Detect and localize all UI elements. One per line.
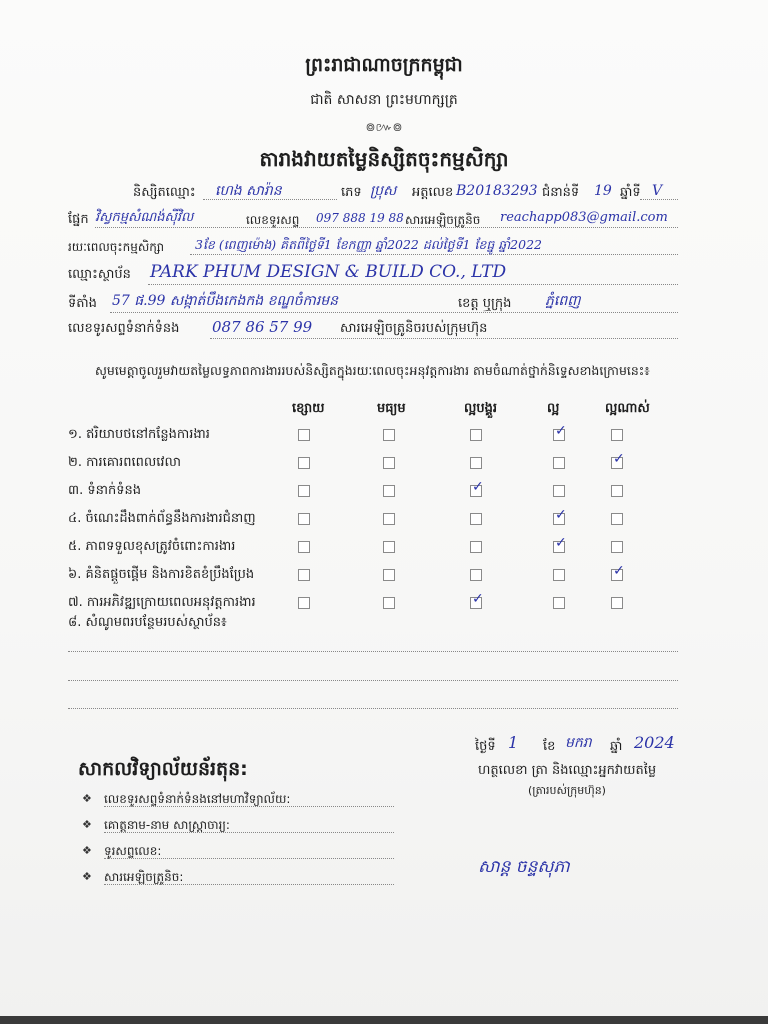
criterion-label: ៦. គំនិតផ្តួចផ្តើម និងការខិតខំប្រឹងប្រែង bbox=[68, 567, 255, 582]
rating-checkbox[interactable] bbox=[553, 485, 565, 497]
rating-checkbox[interactable] bbox=[383, 485, 395, 497]
rating-checkbox[interactable] bbox=[553, 457, 565, 469]
rating-checkbox[interactable] bbox=[470, 541, 482, 553]
city-label: ខេត្ត ឬក្រុង bbox=[458, 296, 512, 311]
rating-checkbox[interactable] bbox=[470, 591, 484, 609]
company-email-label: សារអេឡិចត្រូនិចរបស់ក្រុមហ៊ុន bbox=[340, 321, 488, 336]
rating-column-header: ល្អណាស់ bbox=[605, 401, 650, 416]
check-mark-icon: ✓ bbox=[613, 451, 625, 467]
year-value: V bbox=[652, 183, 663, 199]
rating-checkbox[interactable] bbox=[553, 507, 567, 525]
date-year-value: 2024 bbox=[634, 733, 675, 752]
student-email-label: សារអេឡិចត្រូនិច bbox=[405, 213, 481, 227]
company-name-value: PARK PHUM DESIGN & BUILD CO., LTD bbox=[150, 262, 507, 282]
major-label: ផ្នែក bbox=[68, 212, 89, 227]
university-field-label: លេខទូរសព្ទទំនាក់ទំនងនៅមហាវិទ្យាល័យ: bbox=[104, 792, 291, 806]
student-phone-value: 097 888 19 88 bbox=[316, 211, 404, 225]
criterion-label: ៤. ចំណេះដឹងពាក់ព័ន្ធនឹងការងារជំនាញ bbox=[68, 511, 256, 526]
fill-line bbox=[104, 858, 394, 859]
student-email-value: reachapp083@gmail.com bbox=[500, 210, 668, 225]
university-field-label: សារអេឡិចត្រូនិច: bbox=[104, 870, 184, 884]
check-mark-icon: ✓ bbox=[472, 591, 484, 607]
instruction-text: សូមមេត្តាចូលរួមវាយតម្លៃលទ្ធភាពការងាររបស់និស្សិតក្នុងរយៈពេលចុះអនុវត្តការងារ តាមចំណាត់ថ្នាក់និទ្ទេសខាងក្រោមនេះ៖ bbox=[95, 363, 650, 378]
university-field-label: គោត្តនាម-នាម សាស្ត្រាចារ្យ: bbox=[104, 818, 230, 832]
rating-column-header: មធ្យម bbox=[377, 401, 406, 416]
check-mark-icon: ✓ bbox=[555, 507, 567, 523]
signer-name: សាន្ត ចន្ទសុភា bbox=[478, 857, 570, 877]
address-label: ទីតាំង bbox=[68, 296, 97, 311]
bullet-icon: ❖ bbox=[82, 844, 92, 857]
rating-checkbox[interactable] bbox=[383, 541, 395, 553]
rating-checkbox[interactable] bbox=[383, 457, 395, 469]
rating-checkbox[interactable] bbox=[611, 597, 623, 609]
fill-line bbox=[104, 832, 394, 833]
rating-checkbox[interactable] bbox=[611, 485, 623, 497]
comment-label: ៨. សំណូមពរបន្ថែមរបស់ស្ថាប័ន៖ bbox=[68, 615, 227, 630]
rating-checkbox[interactable] bbox=[298, 513, 310, 525]
rating-checkbox[interactable] bbox=[383, 429, 395, 441]
rating-checkbox[interactable] bbox=[298, 485, 310, 497]
date-month-label: ខែ bbox=[543, 739, 556, 754]
rating-checkbox[interactable] bbox=[470, 429, 482, 441]
rating-checkbox[interactable] bbox=[553, 423, 567, 441]
kingdom-heading: ព្រះរាជាណាចក្រកម្ពុជា bbox=[305, 54, 463, 76]
rating-checkbox[interactable] bbox=[298, 541, 310, 553]
rating-checkbox[interactable] bbox=[298, 457, 310, 469]
criterion-label: ១. ឥរិយាបថនៅកន្លែងការងារ bbox=[68, 427, 210, 442]
gender-value: ប្រុស bbox=[370, 183, 397, 199]
rating-column-header: ល្អបង្គួរ bbox=[464, 401, 498, 416]
criterion-label: ៣. ទំនាក់ទំនង bbox=[68, 483, 142, 498]
scan-edge bbox=[0, 1016, 768, 1024]
date-day-label: ថ្ងៃទី bbox=[475, 739, 496, 754]
rating-column-header: ល្អ bbox=[547, 401, 560, 416]
criterion-label: ៧. ការអភិវឌ្ឍក្រោយពេលអនុវត្តការងារ bbox=[68, 595, 256, 610]
rating-checkbox[interactable] bbox=[298, 597, 310, 609]
motto: ជាតិ សាសនា ព្រះមហាក្សត្រ bbox=[310, 92, 458, 108]
date-day-value: 1 bbox=[508, 733, 519, 752]
fill-line bbox=[104, 806, 394, 807]
generation-label: ជំនាន់ទី bbox=[542, 185, 580, 200]
gender-label: ភេទ bbox=[341, 185, 362, 200]
check-mark-icon: ✓ bbox=[613, 563, 625, 579]
student-id-label: អត្តលេខ bbox=[412, 185, 454, 200]
period-label: រយៈពេលចុះកម្មសិក្សា bbox=[68, 240, 165, 254]
check-mark-icon: ✓ bbox=[555, 535, 567, 551]
address-value: 57 ផ.99 សង្កាត់បឹងកេងកង ខណ្ឌចំការមន bbox=[112, 293, 339, 309]
date-year-label: ឆ្នាំ bbox=[610, 739, 623, 754]
check-mark-icon: ✓ bbox=[472, 479, 484, 495]
city-value: ភ្នំពេញ bbox=[545, 293, 581, 309]
rating-checkbox[interactable] bbox=[611, 429, 623, 441]
rating-checkbox[interactable] bbox=[470, 479, 484, 497]
ornament: ៙៚៙ bbox=[365, 120, 403, 134]
year-label: ឆ្នាំទី bbox=[620, 185, 641, 200]
rating-checkbox[interactable] bbox=[383, 513, 395, 525]
university-field-label: ទូរសព្ទលេខ: bbox=[104, 844, 162, 858]
company-name-label: ឈ្មោះស្ថាប័ន bbox=[68, 267, 131, 282]
bullet-icon: ❖ bbox=[82, 870, 92, 883]
signature-caption: ហត្ថលេខា ត្រា និងឈ្មោះអ្នកវាយតម្លៃ bbox=[478, 763, 657, 778]
rating-checkbox[interactable] bbox=[611, 451, 625, 469]
form-title: តារាងវាយតម្លៃនិស្សិតចុះកម្មសិក្សា bbox=[259, 147, 509, 171]
rating-checkbox[interactable] bbox=[298, 429, 310, 441]
rating-checkbox[interactable] bbox=[553, 535, 567, 553]
student-phone-label: លេខទូរសព្ទ bbox=[246, 213, 300, 227]
rating-checkbox[interactable] bbox=[553, 597, 565, 609]
rating-checkbox[interactable] bbox=[553, 569, 565, 581]
signature-caption-sub: (ត្រារបស់ក្រុមហ៊ុន) bbox=[528, 784, 606, 797]
criterion-label: ២. ការគោរពពេលវេលា bbox=[68, 455, 182, 470]
rating-checkbox[interactable] bbox=[611, 541, 623, 553]
rating-checkbox[interactable] bbox=[298, 569, 310, 581]
criterion-label: ៥. ភាពទទួលខុសត្រូវចំពោះការងារ bbox=[68, 539, 236, 554]
rating-checkbox[interactable] bbox=[383, 569, 395, 581]
rating-checkbox[interactable] bbox=[470, 457, 482, 469]
generation-value: 19 bbox=[594, 183, 612, 199]
fill-line bbox=[104, 884, 394, 885]
major-value: វិស្វកម្មសំណង់ស៊ីវិល bbox=[95, 210, 194, 225]
rating-checkbox[interactable] bbox=[470, 569, 482, 581]
bullet-icon: ❖ bbox=[82, 818, 92, 831]
university-title: សាកលវិទ្យាល័យន័រតុន: bbox=[78, 758, 248, 780]
company-phone-label: លេខទូរសព្ទទំនាក់ទំនង bbox=[68, 321, 180, 336]
rating-checkbox[interactable] bbox=[611, 563, 625, 581]
rating-checkbox[interactable] bbox=[611, 513, 623, 525]
rating-checkbox[interactable] bbox=[383, 597, 395, 609]
student-id-value: B20183293 bbox=[456, 183, 538, 199]
student-name-value: ហេង សារ៉ាន bbox=[215, 183, 282, 199]
bullet-icon: ❖ bbox=[82, 792, 92, 805]
student-name-label: និស្សិតឈ្មោះ bbox=[133, 185, 196, 200]
company-phone-value: 087 86 57 99 bbox=[212, 318, 313, 336]
date-month-value: មករា bbox=[565, 735, 592, 751]
rating-column-header: ខ្សោយ bbox=[292, 401, 325, 416]
check-mark-icon: ✓ bbox=[555, 423, 567, 439]
period-value: 3ខែ (ពេញម៉ោង) គិតពីថ្ងៃទី1 ខែកញ្ញា ឆ្នាំ2022 ដល់ថ្ងៃទី1 ខែធ្នូ ឆ្នាំ2022 bbox=[195, 237, 542, 252]
rating-checkbox[interactable] bbox=[470, 513, 482, 525]
